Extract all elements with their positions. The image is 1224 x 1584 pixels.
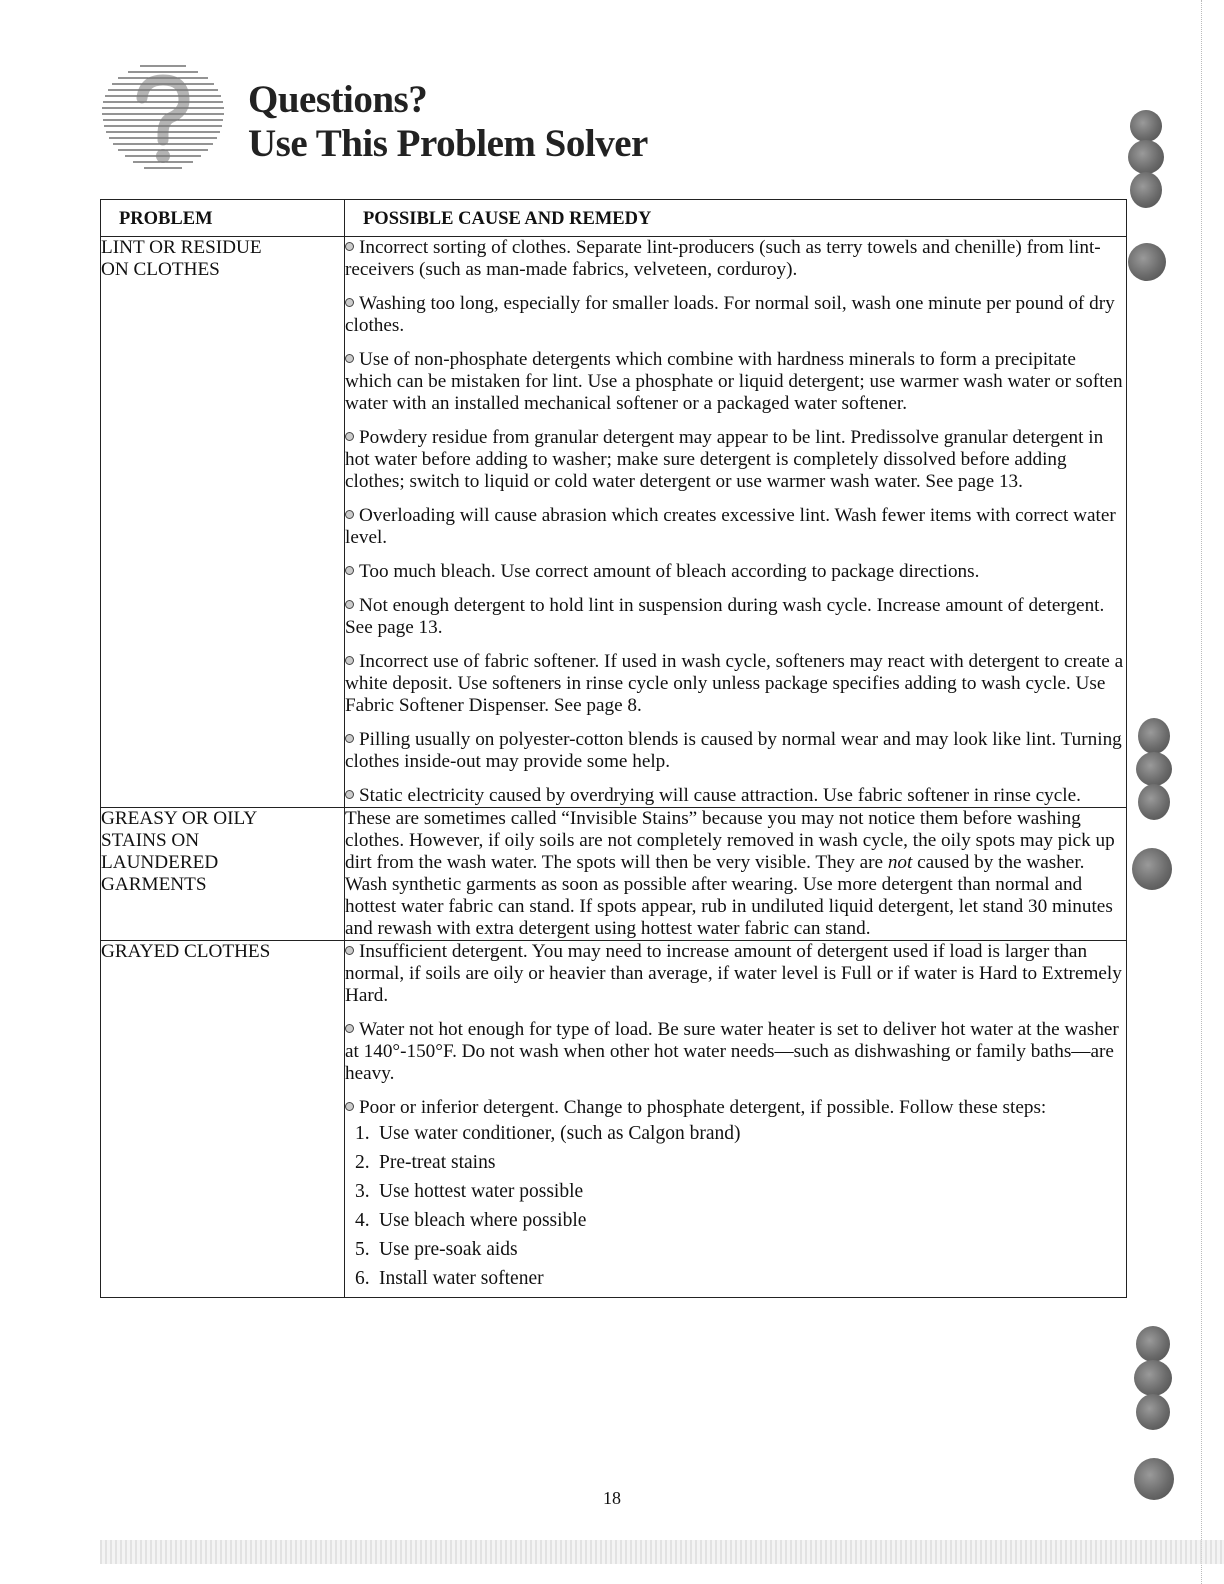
step-text: Use hottest water possible xyxy=(379,1181,584,1202)
step-number: 6. xyxy=(355,1268,370,1289)
step-text: Use bleach where possible xyxy=(379,1210,587,1231)
step-number: 4. xyxy=(355,1210,370,1231)
bullet-icon xyxy=(345,946,354,955)
remedy-cell xyxy=(345,808,1127,941)
remedy-text: Washing too long, especially for smaller loads. For normal soil, wash one minute per pound of dry clothes. xyxy=(345,293,1115,336)
section-tab-dot-icon xyxy=(1134,1360,1172,1396)
remedy-item xyxy=(345,561,1126,583)
table-header-row xyxy=(101,200,1127,237)
bullet-icon xyxy=(345,242,354,251)
remedy-text: Overloading will cause abrasion which creates excessive lint. Wash fewer items with correct water level. xyxy=(345,505,1116,548)
remedy-item xyxy=(345,729,1126,773)
problem-label-line: ON CLOTHES xyxy=(101,259,220,280)
remedy-text: Pilling usually on polyester-cotton blends is caused by normal wear and may look like lint. Turning clothes inside-out may provide some help. xyxy=(345,729,1122,772)
list-item xyxy=(355,1152,1126,1174)
remedy-item xyxy=(345,1097,1126,1290)
step-number: 5. xyxy=(355,1239,370,1260)
remedy-text: Incorrect use of fabric softener. If used in wash cycle, softeners may react with detergent to create a white deposit. Use softeners in rinse cycle only unless package specifies adding to wash cycle. Use Fabric Softener Dispenser. See page 8. xyxy=(345,651,1124,716)
section-tab-dot-icon xyxy=(1136,752,1172,786)
scan-artifact-band xyxy=(100,1540,1224,1564)
bullet-icon xyxy=(345,432,354,441)
section-tab-dot-icon xyxy=(1130,110,1162,142)
section-tab-dot-icon xyxy=(1128,243,1166,281)
remedy-item xyxy=(345,349,1126,415)
problem-label-line: STAINS ON xyxy=(101,830,200,851)
section-tab-dot-icon xyxy=(1130,172,1162,208)
section-tab-dot-icon xyxy=(1132,848,1172,890)
steps-list xyxy=(355,1123,1126,1290)
remedy-cell xyxy=(345,941,1127,1298)
bullet-icon xyxy=(345,354,354,363)
remedy-text: Not enough detergent to hold lint in suspension during wash cycle. Increase amount of detergent. See page 13. xyxy=(345,595,1105,638)
problem-label-line: GREASY OR OILY xyxy=(101,808,258,829)
problem-label-line: GRAYED CLOTHES xyxy=(101,941,271,962)
problem-label-line: GARMENTS xyxy=(101,874,207,895)
list-item xyxy=(355,1210,1126,1232)
remedy-text: Static electricity caused by overdrying will cause attraction. Use fabric softener in rinse cycle. xyxy=(359,785,1081,806)
remedy-text: Water not hot enough for type of load. Be sure water heater is set to deliver hot water at the washer at 140°-150°F. Do not wash when other hot water needs—such as dishwashing or family baths—are heavy. xyxy=(345,1019,1119,1084)
step-text: Install water softener xyxy=(379,1268,544,1289)
remedy-item xyxy=(345,427,1126,493)
section-tab-dot-icon xyxy=(1136,1394,1170,1430)
page-title xyxy=(248,78,648,166)
problem-cell xyxy=(101,941,345,1298)
section-tab-dot-icon xyxy=(1128,140,1164,174)
question-mark-logo-icon xyxy=(100,62,226,180)
page-edge-line xyxy=(1200,0,1202,1584)
step-number: 1. xyxy=(355,1123,370,1144)
problem-cell xyxy=(101,237,345,808)
section-tab-dot-icon xyxy=(1138,784,1170,820)
problem-label-line: LINT OR RESIDUE xyxy=(101,237,262,258)
column-header-remedy: POSSIBLE CAUSE AND REMEDY xyxy=(345,200,1127,237)
section-tab-dot-icon xyxy=(1138,718,1170,754)
remedy-text: These are sometimes called “Invisible Stains” because you may not notice them before washing clothes. However, if oily soils are not completely removed in wash cycle, the oily spots may pick up dirt from the wash water. The spots will then be very visible. They are xyxy=(345,808,1115,873)
remedy-cell xyxy=(345,237,1127,808)
bullet-icon xyxy=(345,566,354,575)
remedy-item xyxy=(345,505,1126,549)
remedy-item xyxy=(345,1019,1126,1085)
table-row xyxy=(101,808,1127,941)
title-line-1: Questions? xyxy=(248,78,428,121)
problem-label-line: LAUNDERED xyxy=(101,852,219,873)
bullet-icon xyxy=(345,656,354,665)
remedy-item xyxy=(345,941,1126,1007)
remedy-item xyxy=(345,785,1126,807)
bullet-icon xyxy=(345,790,354,799)
remedy-paragraph xyxy=(345,808,1126,940)
remedy-item xyxy=(345,595,1126,639)
bullet-icon xyxy=(345,298,354,307)
remedy-text: Incorrect sorting of clothes. Separate lint-producers (such as terry towels and chenille) from lint-receivers (such as man-made fabrics, velveteen, corduroy). xyxy=(345,237,1101,280)
remedy-text: Too much bleach. Use correct amount of bleach according to package directions. xyxy=(359,561,980,582)
list-item xyxy=(355,1268,1126,1290)
remedy-item xyxy=(345,651,1126,717)
bullet-icon xyxy=(345,734,354,743)
section-tab-dot-icon xyxy=(1136,1326,1170,1362)
list-item xyxy=(355,1239,1126,1261)
table-row xyxy=(101,237,1127,808)
table-row xyxy=(101,941,1127,1298)
bullet-icon xyxy=(345,600,354,609)
remedy-text: Use of non-phosphate detergents which combine with hardness minerals to form a precipitate which can be mistaken for lint. Use a phosphate or liquid detergent; use warmer wash water or soften water with an installed mechanical softener or a packaged water softener. xyxy=(345,349,1123,414)
remedy-text: Powdery residue from granular detergent may appear to be lint. Predissolve granular detergent in hot water before adding to washer; make sure detergent is completely dissolved before adding clothes; switch to liquid or cold water detergent or use warmer wash water. See page 13. xyxy=(345,427,1104,492)
problem-cell xyxy=(101,808,345,941)
page-number: 18 xyxy=(603,1488,621,1508)
step-number: 3. xyxy=(355,1181,370,1202)
remedy-text: Poor or inferior detergent. Change to phosphate detergent, if possible. Follow these steps: xyxy=(359,1097,1047,1118)
step-text: Pre-treat stains xyxy=(379,1152,496,1173)
remedy-text: caused by the washer. Wash synthetic garments as soon as possible after wearing. Use more detergent than normal and hottest water fabric can stand. If spots appear, rub in undiluted liquid detergent, let stand 30 minutes and rewash with extra detergent using hottest water fabric can stand. xyxy=(345,852,1113,939)
list-item xyxy=(355,1123,1126,1145)
column-header-problem: PROBLEM xyxy=(101,200,345,237)
step-text: Use pre-soak aids xyxy=(379,1239,518,1260)
title-line-2: Use This Problem Solver xyxy=(248,122,648,165)
problem-solver-table xyxy=(100,199,1127,1298)
remedy-text: Insufficient detergent. You may need to increase amount of detergent used if load is larger than normal, if soils are oily or heavier than average, if water level is Full or if water is Hard to Extremely Hard. xyxy=(345,941,1122,1006)
step-number: 2. xyxy=(355,1152,370,1173)
bullet-icon xyxy=(345,1102,354,1111)
step-text: Use water conditioner, (such as Calgon brand) xyxy=(379,1123,741,1144)
list-item xyxy=(355,1181,1126,1203)
remedy-item xyxy=(345,293,1126,337)
remedy-emphasis: not xyxy=(887,852,913,873)
bullet-icon xyxy=(345,1024,354,1033)
remedy-item xyxy=(345,237,1126,281)
bullet-icon xyxy=(345,510,354,519)
